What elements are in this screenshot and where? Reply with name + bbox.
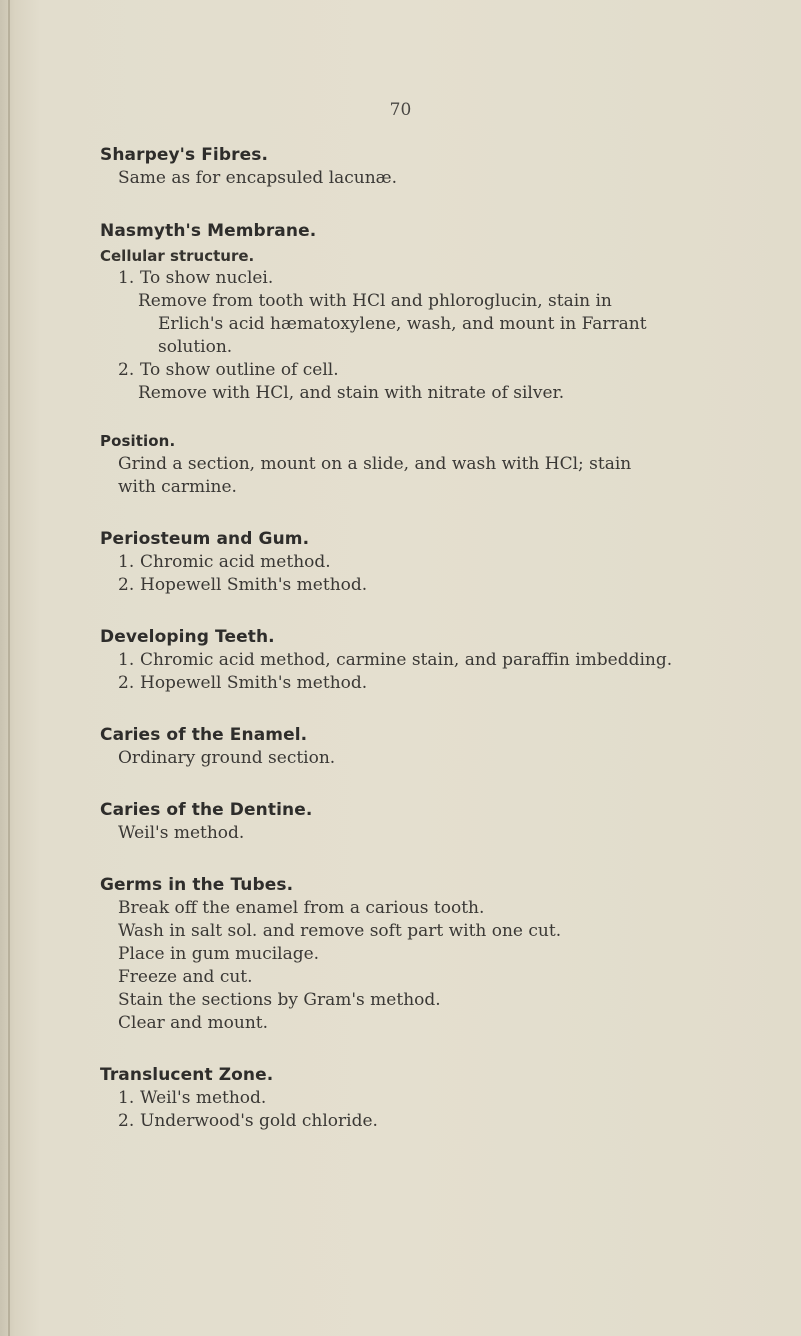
page-number: 70 (389, 100, 412, 120)
section-subheading: Cellular structure. (100, 247, 255, 265)
binding-gutter (8, 0, 10, 1336)
section-heading: Translucent Zone. (100, 1065, 274, 1085)
section-position (100, 429, 740, 499)
section-sharpeys-fibres (100, 143, 740, 190)
list-item (100, 574, 740, 597)
item-continuation: Remove from tooth with HCl and phloroglucin, stain in (138, 291, 612, 311)
item-number: 1. (118, 650, 135, 670)
page-content (100, 143, 740, 1154)
item-number: 1. (118, 268, 135, 288)
section-heading: Caries of the Dentine. (100, 800, 313, 820)
section-caries-of-enamel (100, 723, 740, 770)
list-item (100, 1087, 740, 1110)
list-item (100, 1110, 740, 1133)
section-periosteum-and-gum (100, 527, 740, 597)
section-heading: Sharpey's Fibres. (100, 145, 269, 165)
section-nasmyths-membrane (100, 219, 740, 405)
section-caries-of-dentine (100, 798, 740, 845)
section-heading: Caries of the Enamel. (100, 725, 308, 745)
item-number: 1. (118, 552, 135, 572)
item-text: To show outline of cell. (140, 360, 339, 380)
text-line: Clear and mount. (118, 1013, 269, 1033)
section-germs-in-tubes (100, 873, 740, 1035)
section-heading: Position. (100, 432, 176, 450)
item-number: 2. (118, 575, 135, 595)
item-number: 2. (118, 1111, 135, 1131)
list-item (100, 649, 740, 672)
list-item (100, 267, 740, 290)
item-continuation: Erlich's acid hæmatoxylene, wash, and mount in Farrant (158, 314, 647, 334)
item-continuation: solution. (158, 337, 233, 357)
item-text: Weil's method. (140, 1088, 267, 1108)
item-text: To show nuclei. (140, 268, 274, 288)
section-heading: Germs in the Tubes. (100, 875, 294, 895)
section-translucent-zone (100, 1063, 740, 1133)
text-line: Weil's method. (118, 823, 245, 843)
item-text: Chromic acid method, carmine stain, and paraffin imbedding. (140, 650, 673, 670)
text-line: with carmine. (118, 477, 237, 497)
text-line: Same as for encapsuled lacunæ. (118, 168, 398, 188)
text-line: Stain the sections by Gram's method. (118, 990, 441, 1010)
text-line: Break off the enamel from a carious tooth. (118, 898, 485, 918)
item-text: Underwood's gold chloride. (140, 1111, 378, 1131)
section-heading: Nasmyth's Membrane. (100, 221, 317, 241)
text-line: Place in gum mucilage. (118, 944, 320, 964)
text-line: Ordinary ground section. (118, 748, 336, 768)
item-continuation: Remove with HCl, and stain with nitrate of silver. (138, 383, 565, 403)
text-line: Wash in salt sol. and remove soft part with one cut. (118, 921, 562, 941)
section-developing-teeth (100, 625, 740, 695)
list-item (100, 359, 740, 382)
item-text: Hopewell Smith's method. (140, 673, 368, 693)
section-heading: Periosteum and Gum. (100, 529, 310, 549)
item-text: Hopewell Smith's method. (140, 575, 368, 595)
item-text: Chromic acid method. (140, 552, 331, 572)
list-item (100, 551, 740, 574)
item-number: 2. (118, 360, 135, 380)
text-line: Grind a section, mount on a slide, and wash with HCl; stain (118, 454, 632, 474)
item-number: 2. (118, 673, 135, 693)
list-item (100, 672, 740, 695)
text-line: Freeze and cut. (118, 967, 253, 987)
item-number: 1. (118, 1088, 135, 1108)
section-heading: Developing Teeth. (100, 627, 275, 647)
